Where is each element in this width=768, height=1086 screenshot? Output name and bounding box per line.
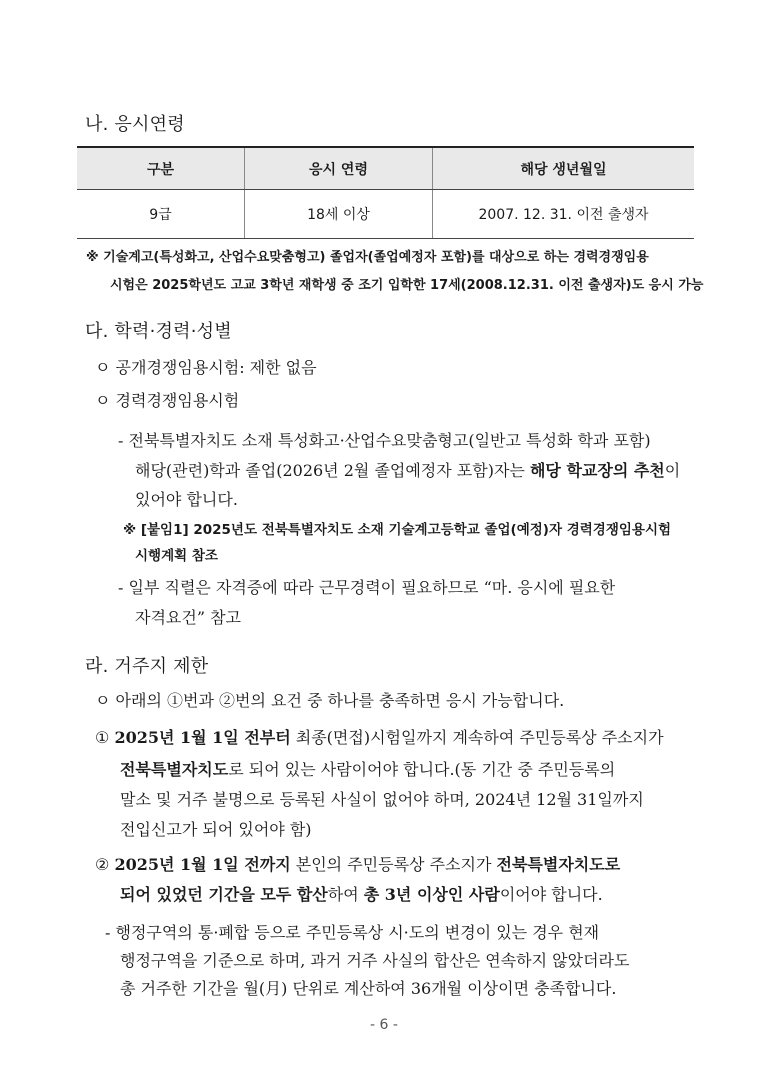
table-cell: 2007. 12. 31. 이전 출생자 — [433, 190, 695, 239]
condition-2-line — [95, 852, 620, 875]
section-heading-age: 나. 응시연령 — [85, 114, 185, 135]
residence-intro: ㅇ 아래의 ①번과 ②번의 요건 중 하나를 충족하면 응시 가능합니다. — [95, 691, 565, 710]
emphasis-text: 2025년 1월 1일 전부터 — [114, 728, 291, 747]
table-cell: 18세 이상 — [245, 190, 433, 239]
emphasis-text: 전북특별자치도 — [120, 760, 229, 779]
table-row — [77, 190, 694, 239]
district-note-line: 행정구역을 기준으로 하며, 과거 거주 사실의 합산은 연속하지 않았더라도 — [120, 951, 630, 970]
age-note-line: ※ 기술계고(특성화고, 산업수요맞춤형고) 졸업자(졸업예정자 포함)를 대상으로 하는 경력경쟁임용 — [86, 250, 649, 265]
emphasis-text: 되어 있었던 기간을 모두 합산 — [120, 885, 328, 904]
text-span: 최종(면접)시험일까지 계속하여 주민등록상 주소지가 — [290, 728, 664, 747]
table-header-row — [77, 147, 694, 190]
emphasis-text: 총 3년 이상인 사람 — [363, 885, 500, 904]
emphasis-text: 2025년 1월 1일 전까지 — [114, 855, 291, 874]
text-span: 본인의 주민등록상 주소지가 — [290, 855, 497, 874]
text-span: 이 — [664, 461, 681, 480]
age-note-line: 시험은 2025학년도 고교 3학년 재학생 중 조기 입학한 17세(2008.12.31. 이전 출생자)도 응시 가능 — [110, 278, 704, 293]
attachment-note-line: 시행계획 참조 — [135, 548, 218, 564]
condition-1-line — [120, 757, 615, 780]
text-span: 해당(관련)학과 졸업(2026년 2월 졸업예정자 포함)자는 — [135, 461, 530, 480]
text-span: 로 되어 있는 사람이어야 합니다.(동 기간 중 주민등록의 — [228, 760, 616, 779]
table-cell: 9급 — [77, 190, 245, 239]
table-header: 응시 연령 — [245, 147, 433, 190]
attachment-note-line: ※ [붙임1] 2025년도 전북특별자치도 소재 기술계고등학교 졸업(예정)자 경력경쟁임용시험 — [123, 522, 672, 538]
condition-2-line — [120, 882, 603, 905]
emphasis-text: 해당 학교장의 추천 — [529, 461, 665, 480]
page-number: - 6 - — [370, 1017, 398, 1033]
text-span: 하여 — [327, 885, 364, 904]
cert-sub-line: 자격요건” 참고 — [135, 608, 242, 627]
age-table — [77, 146, 694, 239]
circled-number-2: ② — [95, 855, 110, 874]
section-heading-residence: 라. 거주지 제한 — [85, 656, 209, 677]
district-note-line: - 행정구역의 통·폐합 등으로 주민등록상 시·도의 변경이 있는 경우 현재 — [105, 923, 600, 942]
career-sub-line: 있어야 합니다. — [135, 490, 238, 509]
condition-1-line: 전입신고가 되어 있어야 함) — [120, 820, 312, 839]
open-exam-item: ㅇ 공개경쟁임용시험: 제한 없음 — [95, 358, 317, 377]
emphasis-text: 전북특별자치도로 — [496, 855, 621, 874]
table-header: 구분 — [77, 147, 245, 190]
condition-1-line — [95, 725, 664, 748]
section-heading-education: 다. 학력·경력·성별 — [85, 321, 232, 342]
district-note-line: 총 거주한 기간을 월(月) 단위로 계산하여 36개월 이상이면 충족합니다. — [120, 979, 617, 998]
text-span: 이어야 합니다. — [499, 885, 603, 904]
career-sub-line: - 전북특별자치도 소재 특성화고·산업수요맞춤형고(일반고 특성화 학과 포함) — [118, 431, 651, 450]
cert-sub-line: - 일부 직렬은 자격증에 따라 근무경력이 필요하므로 “마. 응시에 필요한 — [118, 578, 616, 597]
career-sub-line — [135, 458, 680, 481]
circled-number-1: ① — [95, 728, 110, 747]
condition-1-line: 말소 및 거주 불명으로 등록된 사실이 없어야 하며, 2024년 12월 31일까지 — [120, 790, 644, 809]
career-exam-item: ㅇ 경력경쟁임용시험 — [95, 391, 240, 410]
table-header: 해당 생년월일 — [433, 147, 695, 190]
